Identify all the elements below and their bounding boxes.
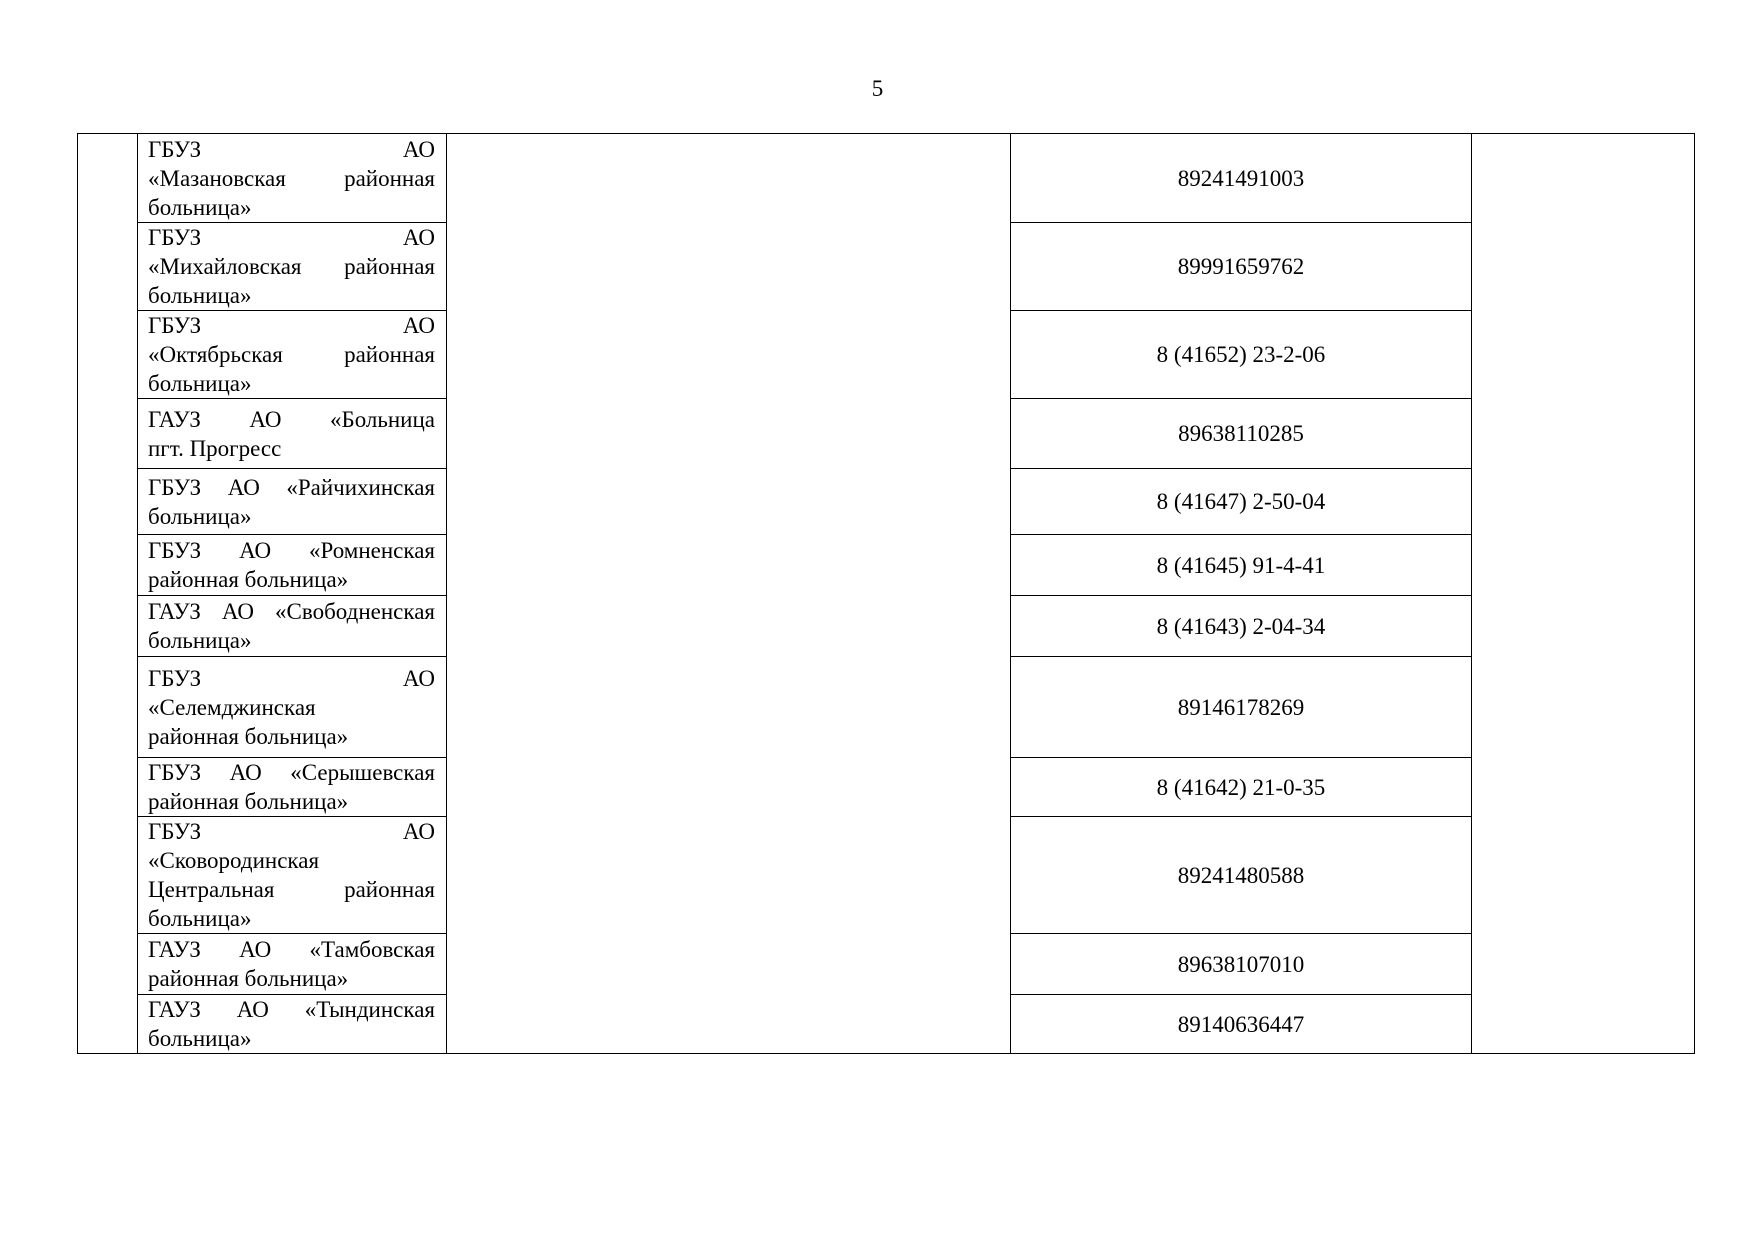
hospital-name-line: больница» <box>148 628 252 653</box>
hospital-name-line: больница» <box>148 283 252 308</box>
hospital-name-cell <box>138 995 447 1054</box>
hospital-name-line: ГБУЗ АО «Серышевская <box>148 760 435 785</box>
hospital-name-cell <box>138 934 447 995</box>
hospital-name-line: ГБУЗ АО <box>148 225 435 250</box>
hospital-name-line: «Мазановская районная <box>148 165 435 191</box>
phone-cell: 8 (41652) 23-2-06 <box>1011 311 1472 399</box>
empty-column-cell <box>447 134 1011 1054</box>
hospital-name-line: больница» <box>148 371 252 396</box>
page-number: 5 <box>871 76 884 101</box>
hospital-name-line: ГБУЗ АО «Райчихинская <box>148 474 435 500</box>
hospital-name-cell <box>138 311 447 399</box>
hospital-name-line: районная больница» <box>148 567 349 592</box>
hospital-name-line: районная больница» <box>148 966 349 991</box>
hospital-name-line: ГАУЗ АО «Больница <box>148 406 435 432</box>
phone-cell: 89146178269 <box>1011 657 1472 758</box>
phone-cell: 8 (41647) 2-50-04 <box>1011 469 1472 535</box>
number-column-cell <box>78 134 138 1054</box>
hospital-name-line: «Михайловская районная <box>148 254 435 279</box>
table-body <box>78 134 1695 1054</box>
hospital-name-line: «Сковородинская <box>148 848 320 873</box>
hospital-name-line: больница» <box>148 503 252 529</box>
hospital-name-line: больница» <box>148 906 252 931</box>
hospital-name-cell <box>138 535 447 596</box>
hospital-name-line: ГБУЗ АО <box>148 313 435 338</box>
phone-cell: 8 (41642) 21-0-35 <box>1011 758 1472 817</box>
hospital-name-line: «Октябрьская районная <box>148 342 435 367</box>
phone-cell: 89241480588 <box>1011 817 1472 934</box>
phone-cell: 89638107010 <box>1011 934 1472 995</box>
hospital-name-line: пгт. Прогресс <box>148 435 282 461</box>
hospital-contacts-table <box>77 133 1695 1054</box>
hospital-name-line: ГБУЗ АО <box>148 665 435 691</box>
hospital-name-line: районная больница» <box>148 723 349 749</box>
hospital-name-cell <box>138 399 447 469</box>
hospital-name-line: ГБУЗ АО <box>148 136 435 162</box>
hospital-name-line: ГБУЗ АО «Ромненская <box>148 538 435 563</box>
hospital-name-cell <box>138 817 447 934</box>
hospital-name-line: Центральная районная <box>148 877 435 902</box>
hospital-name-cell <box>138 469 447 535</box>
hospital-name-line: больница» <box>148 1026 252 1051</box>
phone-cell: 8 (41643) 2-04-34 <box>1011 596 1472 657</box>
hospital-name-cell <box>138 758 447 817</box>
phone-cell: 89638110285 <box>1011 399 1472 469</box>
hospital-name-line: ГАУЗ АО «Тамбовская <box>148 937 435 962</box>
phone-cell: 89140636447 <box>1011 995 1472 1054</box>
hospital-name-line: ГАУЗ АО «Свободненская <box>148 599 435 624</box>
hospital-name-line: ГАУЗ АО «Тындинская <box>148 997 435 1022</box>
hospital-name-cell <box>138 134 447 223</box>
hospital-name-line: районная больница» <box>148 789 349 814</box>
table-row <box>78 134 1695 223</box>
phone-cell: 89241491003 <box>1011 134 1472 223</box>
hospital-name-line: больница» <box>148 194 252 220</box>
phone-cell: 89991659762 <box>1011 223 1472 311</box>
hospital-name-cell <box>138 657 447 758</box>
hospital-name-line: «Селемджинская <box>148 694 316 720</box>
hospital-name-cell <box>138 596 447 657</box>
hospital-name-line: ГБУЗ АО <box>148 819 435 844</box>
hospital-name-cell <box>138 223 447 311</box>
last-column-cell <box>1472 134 1695 1054</box>
phone-cell: 8 (41645) 91-4-41 <box>1011 535 1472 596</box>
